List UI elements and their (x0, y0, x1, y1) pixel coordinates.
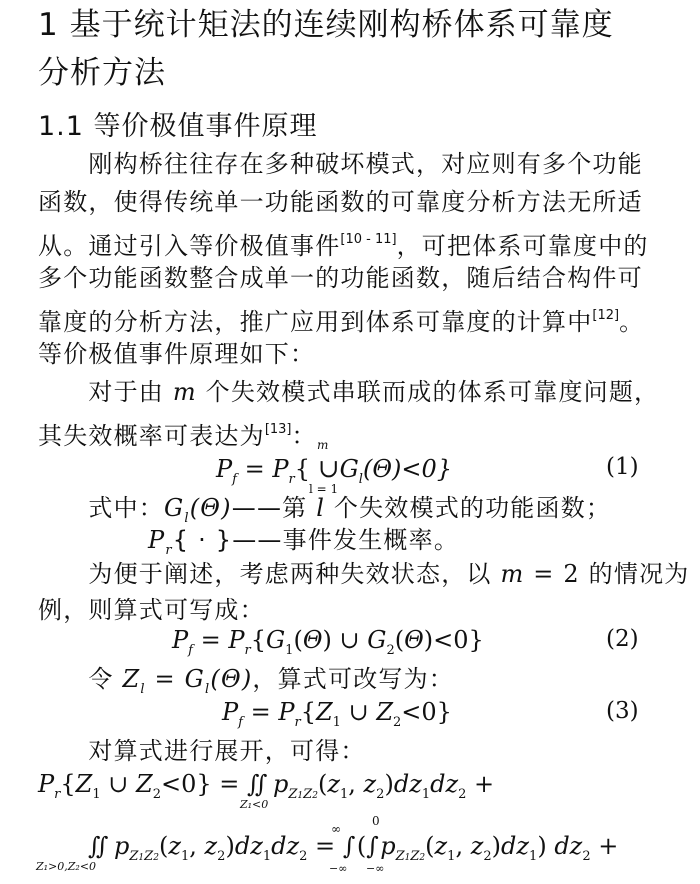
where2-brace: { · } (172, 526, 233, 554)
equation-4-line2: ∬ $p_{Z1Z2}(z_1$, $z_2)dz_1dz_2 = \int(\int p_{Z1Z2}(z_1$, $z_2)dz_1$) $dz_2$ + (38, 828, 618, 876)
paragraph4-b: ，算式可改写为： (252, 665, 455, 693)
subsection-title: 1.1 等价极值事件原理 (38, 111, 318, 142)
paragraph3-line2: 例，则算式可写成： (38, 596, 265, 624)
where-sub-l: l (184, 511, 190, 526)
where-line1-b: ——第 (231, 494, 317, 522)
citation: [10 - 11] (340, 232, 397, 247)
paragraph1-line5-tail: 。 (619, 308, 645, 336)
paragraph4-Z: Z (122, 665, 141, 693)
eq4-lower1: −∞ (329, 862, 348, 875)
where-line2-b: ——事件发生概率。 (232, 526, 460, 554)
section-title-line2: 分析方法 (38, 55, 166, 91)
eq1-G: G (339, 455, 359, 483)
paragraph2-line2-text: 其失效概率可表达为 (38, 422, 265, 450)
eq1-union-bottom: l = 1 (309, 482, 339, 496)
eq1-eq: = P (236, 455, 289, 483)
eq1-sub-f: f (232, 472, 237, 487)
paragraph4-a: 令 (38, 665, 123, 693)
paragraph1-line2: 函数，使得传统单一功能函数的可靠度分析方法无所适 (38, 188, 643, 216)
eq2-number: (2) (606, 626, 639, 652)
paragraph4-sub-l2: l (205, 682, 211, 697)
eq4-line1-limit: Z₁<0 (240, 798, 269, 811)
paragraph2-line1-b: 个失效模式串联而成的体系可靠度问题， (196, 378, 660, 406)
eq1-P: P (216, 455, 233, 483)
paragraph1-line5-text: 靠度的分析方法，推广应用到体系可靠度的计算中 (38, 308, 593, 336)
paragraph1-line1: 刚构桥往往存在多种破坏模式，对应则有多个功能 (38, 150, 643, 178)
where-line1-a: 式中： (38, 494, 164, 522)
eq4-upper1: ∞ (331, 822, 341, 836)
eq3-number: (3) (606, 698, 639, 724)
paragraph1-line6: 等价极值事件原理如下： (38, 340, 316, 368)
equation-3: $P_f = P_r\{Z_1$ ∪ $Z_2<0$} (222, 698, 452, 730)
paragraph2-line1 (38, 373, 659, 411)
paragraph3-line1 (38, 555, 689, 593)
eq1-brace: { (294, 455, 310, 483)
paragraph5: 对算式进行展开，可得： (38, 737, 366, 765)
where-line1-c: 个失效模式的功能函数； (325, 494, 612, 522)
eq4-upper2: 0 (372, 814, 380, 828)
citation: [12] (592, 308, 620, 323)
where-arg: (Θ) (189, 494, 232, 522)
paragraph4-arg: (Θ) (210, 665, 253, 693)
symbol-m: m (172, 378, 197, 406)
paragraph2-line2-tail: ： (291, 422, 317, 450)
paragraph4-sub-l: l (140, 682, 146, 697)
paragraph3-m: m (500, 560, 525, 588)
eq1-arg: (Θ)<0} (362, 455, 453, 483)
eq1-sub-l: l (358, 472, 363, 487)
where-l: l (316, 494, 326, 522)
paragraph2-line1-a: 对于由 (38, 378, 173, 406)
paragraph3-eq: = 2 (524, 560, 580, 588)
eq1-sub-r: r (288, 472, 295, 487)
eq4-lower2: −∞ (366, 862, 385, 875)
paragraph1-line3-text: 从。通过引入等价极值事件 (38, 232, 341, 260)
where-G: G (164, 494, 185, 522)
paragraph1-line4: 多个功能函数整合成单一的功能函数，随后结合构件可 (38, 264, 643, 292)
where2-P: P (148, 526, 166, 554)
paragraph1-line3-tail: ，可把体系可靠度中的 (396, 232, 649, 260)
equation-4-line1: $P_r\{Z_1$ ∪ $Z_2<0$} = ∬ $p_{Z1Z2}(z_1$, $z_2)dz_1dz_2$ + (38, 766, 494, 814)
eq1-number: (1) (606, 454, 639, 480)
paragraph3-line1-a: 为便于阐述，考虑两种失效状态，以 (38, 560, 501, 588)
section-title-line1: 1 基于统计矩法的连续刚构桥体系可靠度 (38, 7, 614, 43)
where2-sub-r: r (165, 543, 173, 558)
double-integral-icon: ∬ (88, 832, 109, 860)
integral-icon: ∫ (342, 832, 356, 860)
eq4-line2-limit: Z₁>0,Z₂<0 (36, 860, 97, 873)
integral-icon: ∫ (366, 832, 379, 860)
paragraph3-line1-b: 的情况为 (579, 560, 690, 588)
citation: [13] (264, 422, 292, 437)
union-operator: ∪ (317, 454, 340, 484)
double-integral-icon: ∬ (247, 770, 268, 798)
equation-2: $P_f = P_r\{G_1(\Theta)$ ∪ $G_2(\Theta)<0$} (172, 626, 484, 658)
paragraph4-eq: = G (145, 665, 206, 693)
eq1-union-top: m (317, 438, 329, 452)
